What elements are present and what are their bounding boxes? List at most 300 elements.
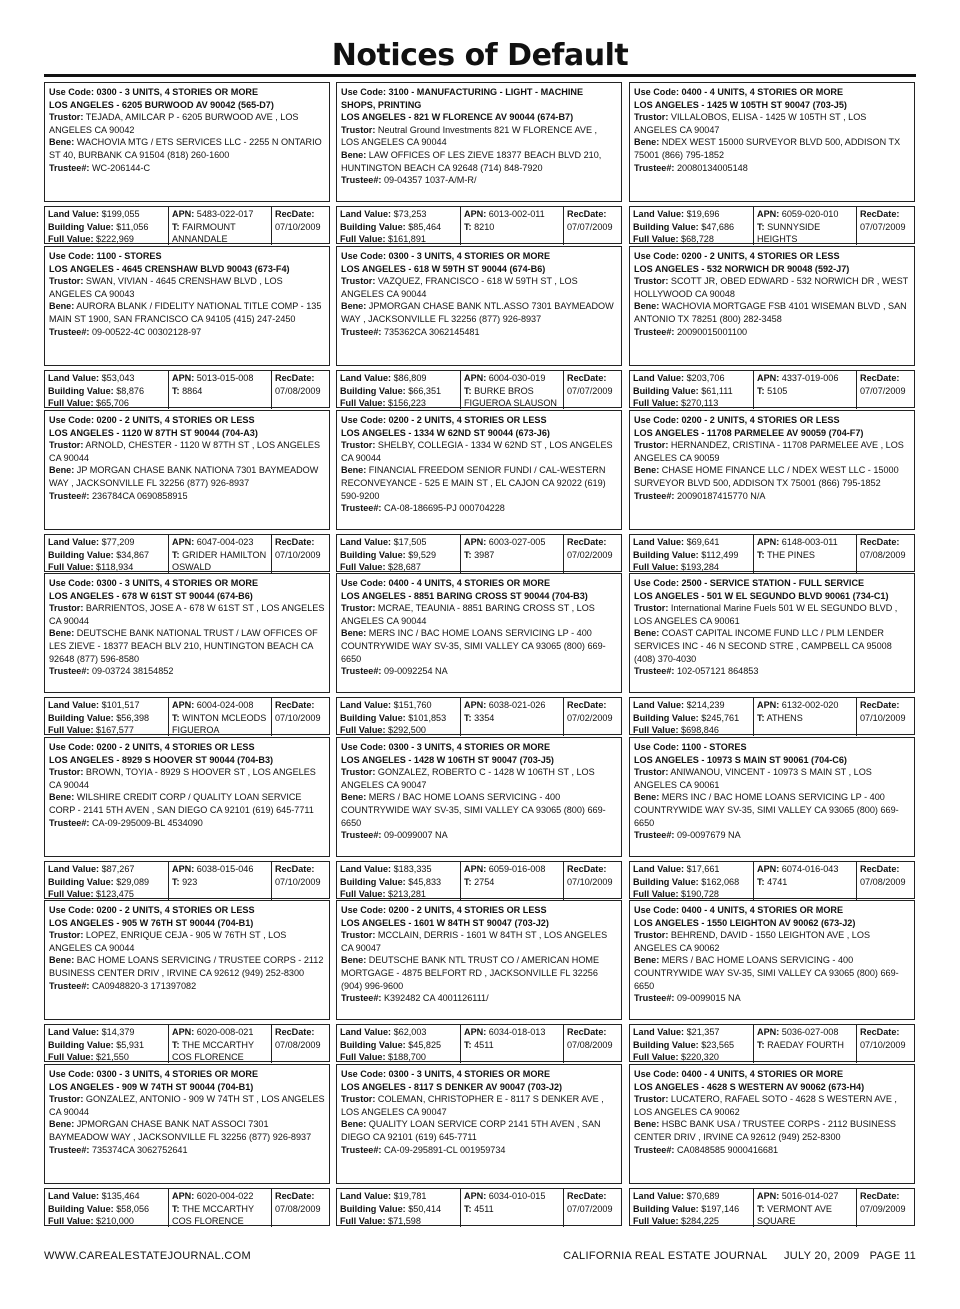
land-value bbox=[633, 1026, 751, 1039]
full-value-value: $71,598 bbox=[388, 1216, 421, 1227]
land-value-label: Land Value: bbox=[48, 700, 100, 710]
beneficiary-label: Bene: bbox=[49, 465, 75, 476]
recdate-value: 07/08/2009 bbox=[567, 1039, 613, 1050]
building-value bbox=[340, 549, 458, 562]
trustor bbox=[341, 124, 617, 149]
trustor bbox=[49, 929, 325, 954]
apn-value: 6059-020-010 bbox=[781, 209, 839, 219]
apn-value: 6004-024-008 bbox=[196, 700, 254, 710]
tract-label: T: bbox=[464, 549, 472, 560]
apn-cell bbox=[168, 207, 271, 245]
land-value-value: $86,809 bbox=[393, 373, 427, 383]
apn-label: APN: bbox=[757, 209, 780, 219]
use-code: Use Code: 0300 - 3 UNITS, 4 STORIES OR MORE bbox=[341, 742, 551, 752]
notice-details bbox=[336, 410, 622, 530]
property-location: LOS ANGELES - 532 NORWICH DR 90048 (592-J7) bbox=[634, 263, 850, 274]
trustor-label: Trustor: bbox=[634, 276, 669, 287]
property-values bbox=[336, 534, 622, 572]
land-value-value: $87,267 bbox=[101, 864, 135, 874]
building-value-label: Building Value: bbox=[48, 712, 114, 723]
building-value-value: $29,089 bbox=[116, 876, 150, 887]
notice-card bbox=[44, 900, 332, 1062]
property-location: LOS ANGELES - 821 W FLORENCE AV 90044 (674-B7) bbox=[341, 112, 574, 123]
recdate-label: RecDate: bbox=[275, 209, 315, 219]
beneficiary-label: Bene: bbox=[49, 628, 75, 639]
values-cell bbox=[633, 371, 751, 409]
land-value-value: $199,055 bbox=[101, 209, 140, 219]
building-value-label: Building Value: bbox=[633, 1203, 699, 1214]
building-value-value: $245,761 bbox=[701, 712, 740, 723]
trustee-number bbox=[49, 1144, 325, 1157]
use-code: Use Code: 0400 - 4 UNITS, 4 STORIES OR MORE bbox=[341, 578, 551, 588]
recdate-value: 07/07/2009 bbox=[860, 221, 906, 232]
values-cell bbox=[633, 862, 751, 900]
beneficiary-value: HSBC BANK USA / TRUSTEE CORPS - 2112 BUSINESS CENTER DRIV , IRVINE CA 92612 (949) 252-8300 bbox=[634, 1119, 896, 1142]
property-location: LOS ANGELES - 1334 W 62ND ST 90044 (673-J6) bbox=[341, 427, 550, 438]
tract-value: 8864 bbox=[182, 385, 203, 396]
tract-label: T: bbox=[757, 1203, 765, 1214]
beneficiary-value: WILSHIRE CREDIT CORP / QUALITY LOAN SERVICE CORP - 2141 5TH AVEN , SAN DIEGO CA 92101 (619) 645-7711 bbox=[49, 792, 314, 815]
trustee-number-label: Trustee#: bbox=[634, 1144, 675, 1155]
building-value-label: Building Value: bbox=[340, 549, 406, 560]
full-value-label: Full Value: bbox=[48, 398, 94, 409]
apn bbox=[757, 863, 856, 876]
trustee-number-value: 09-0099007 NA bbox=[383, 830, 448, 841]
full-value-label: Full Value: bbox=[633, 1216, 679, 1227]
building-value-value: $8,876 bbox=[116, 385, 145, 396]
building-value bbox=[633, 712, 751, 725]
trustee-number-label: Trustee#: bbox=[634, 666, 675, 677]
tract-label: T: bbox=[172, 385, 180, 396]
use-code: Use Code: 0200 - 2 UNITS, 4 STORIES OR LESS bbox=[49, 742, 255, 752]
trustor-value: ARNOLD, CHESTER - 1120 W 87TH ST , LOS ANGELES CA 90044 bbox=[49, 440, 321, 463]
beneficiary bbox=[49, 627, 325, 665]
trustee-number-label: Trustee#: bbox=[634, 490, 675, 501]
apn bbox=[172, 372, 271, 385]
trustee-number-value: CA0848585 9000416681 bbox=[676, 1144, 779, 1155]
land-value-value: $203,706 bbox=[686, 373, 725, 383]
property-location: LOS ANGELES - 1428 W 106TH ST 90047 (703-J5) bbox=[341, 754, 554, 765]
building-value bbox=[633, 549, 751, 562]
tract-label: T: bbox=[464, 1203, 472, 1214]
apn-value: 4337-019-006 bbox=[781, 373, 839, 383]
beneficiary bbox=[49, 1118, 325, 1143]
trustee-number bbox=[341, 992, 617, 1005]
land-value-label: Land Value: bbox=[633, 1027, 685, 1037]
building-value-value: $45,825 bbox=[408, 1039, 442, 1050]
trustee-number-label: Trustee#: bbox=[341, 830, 382, 841]
notice-card bbox=[336, 410, 624, 572]
trustor bbox=[634, 602, 910, 627]
use-code: Use Code: 0200 - 2 UNITS, 4 STORIES OR LESS bbox=[49, 905, 255, 915]
recdate-cell bbox=[271, 371, 331, 409]
property-values bbox=[336, 861, 622, 899]
tract bbox=[757, 1203, 856, 1228]
building-value-value: $85,464 bbox=[408, 221, 442, 232]
apn-cell bbox=[753, 862, 856, 900]
full-value-value: $123,475 bbox=[96, 889, 134, 900]
recdate-value: 07/07/2009 bbox=[567, 385, 613, 396]
values-cell bbox=[340, 371, 458, 409]
apn-cell bbox=[753, 371, 856, 409]
full-value bbox=[340, 724, 458, 737]
building-value-label: Building Value: bbox=[633, 876, 699, 887]
use-code: Use Code: 0200 - 2 UNITS, 4 STORIES OR LESS bbox=[341, 905, 547, 915]
trustee-number-label: Trustee#: bbox=[49, 326, 90, 337]
tract-value: 4511 bbox=[474, 1203, 494, 1214]
apn-cell bbox=[168, 698, 271, 736]
trustor-value: LUCATERO, RAFAEL SOTO - 4628 S WESTERN AVE , LOS ANGELES CA 90062 bbox=[634, 1094, 897, 1117]
recdate-value: 07/07/2009 bbox=[567, 221, 613, 232]
tract-label: T: bbox=[172, 221, 180, 232]
trustor-label: Trustor: bbox=[49, 603, 84, 614]
recdate-cell bbox=[563, 1025, 623, 1063]
tract bbox=[172, 1039, 271, 1064]
trustee-number bbox=[341, 174, 617, 187]
tract bbox=[757, 712, 856, 725]
building-value-value: $61,111 bbox=[701, 385, 733, 396]
trustor bbox=[49, 275, 325, 300]
full-value-label: Full Value: bbox=[340, 562, 386, 573]
beneficiary-label: Bene: bbox=[341, 1119, 367, 1130]
recdate-value: 07/09/2009 bbox=[860, 1203, 906, 1214]
trustee-number-label: Trustee#: bbox=[634, 326, 675, 337]
apn-cell bbox=[168, 1189, 271, 1227]
values-cell bbox=[633, 535, 751, 573]
trustor-value: SCOTT JR, OBED EDWARD - 532 NORWICH DR , WEST HOLLYWOOD CA 90048 bbox=[634, 276, 909, 299]
full-value-value: $270,113 bbox=[681, 398, 719, 409]
full-value-value: $222,969 bbox=[96, 234, 134, 245]
full-value-label: Full Value: bbox=[340, 725, 386, 736]
trustee-number-value: 09-0099015 NA bbox=[676, 993, 741, 1004]
building-value-label: Building Value: bbox=[633, 712, 699, 723]
trustee-number-label: Trustee#: bbox=[341, 1144, 382, 1155]
tract bbox=[464, 1039, 563, 1052]
apn bbox=[464, 208, 563, 221]
recdate-value: 07/02/2009 bbox=[567, 712, 613, 723]
beneficiary-value: COAST CAPITAL INCOME FUND LLC / PLM LENDER SERVICES INC - 46 N SECOND STRE , CAMPBELL CA 95008 (408) 370-4030 bbox=[634, 628, 892, 664]
notice-card bbox=[336, 1064, 624, 1226]
recdate-label: RecDate: bbox=[860, 1027, 900, 1037]
trustor-label: Trustor: bbox=[49, 930, 84, 941]
beneficiary-value: CHASE HOME FINANCE LLC / NDEX WEST LLC - 15000 SURVEYOR BLVD 500, ADDISON TX 75001 (866) 795-1852 bbox=[634, 465, 899, 488]
beneficiary-label: Bene: bbox=[341, 628, 367, 639]
recdate-label: RecDate: bbox=[860, 373, 900, 383]
trustee-number-label: Trustee#: bbox=[341, 175, 382, 186]
full-value-value: $68,728 bbox=[681, 234, 714, 245]
building-value-value: $47,686 bbox=[701, 221, 735, 232]
apn-value: 6074-016-043 bbox=[781, 864, 839, 874]
tract bbox=[757, 221, 856, 246]
recdate-cell bbox=[856, 371, 916, 409]
apn-label: APN: bbox=[464, 1027, 487, 1037]
full-value bbox=[633, 724, 751, 737]
trustee-number bbox=[634, 326, 910, 339]
building-value-value: $56,398 bbox=[116, 712, 150, 723]
apn-label: APN: bbox=[172, 700, 195, 710]
trustee-number-value: CA-08-186695-PJ 000704228 bbox=[383, 503, 505, 514]
apn-label: APN: bbox=[172, 1191, 195, 1201]
apn-value: 6013-002-011 bbox=[488, 209, 545, 219]
values-cell bbox=[340, 862, 458, 900]
beneficiary-value: MERS / BAC HOME LOANS SERVICING - 400 COUNTRYWIDE WAY SV-35, SIMI VALLEY CA 93065 (800) 669-6650 bbox=[341, 792, 606, 828]
tract-value: 2754 bbox=[474, 876, 495, 887]
recdate-value: 07/08/2009 bbox=[275, 1039, 321, 1050]
trustor-label: Trustor: bbox=[634, 767, 669, 778]
apn bbox=[757, 536, 856, 549]
apn-label: APN: bbox=[464, 864, 487, 874]
land-value-value: $183,335 bbox=[393, 864, 432, 874]
notice-details bbox=[44, 246, 330, 366]
trustee-number bbox=[634, 1144, 910, 1157]
recdate-label: RecDate: bbox=[860, 209, 900, 219]
notice-card bbox=[336, 737, 624, 899]
tract-label: T: bbox=[757, 549, 765, 560]
trustee-number-label: Trustee#: bbox=[634, 993, 675, 1004]
building-value bbox=[340, 876, 458, 889]
apn-value: 6020-004-022 bbox=[196, 1191, 254, 1201]
recdate-cell bbox=[271, 698, 331, 736]
apn bbox=[172, 536, 271, 549]
building-value-value: $66,351 bbox=[408, 385, 442, 396]
building-value bbox=[48, 876, 166, 889]
recdate-cell bbox=[563, 535, 623, 573]
land-value bbox=[340, 536, 458, 549]
tract bbox=[464, 221, 563, 234]
building-value-label: Building Value: bbox=[633, 385, 699, 396]
trustee-number-value: 09-0092254 NA bbox=[383, 666, 448, 677]
full-value bbox=[340, 888, 458, 901]
trustor-value: TEJADA, AMILCAR P - 6205 BURWOOD AVE , LOS ANGELES CA 90042 bbox=[49, 112, 299, 135]
building-value-label: Building Value: bbox=[48, 221, 114, 232]
apn bbox=[464, 372, 563, 385]
beneficiary-value: MERS / BAC HOME LOANS SERVICING - 400 COUNTRYWIDE WAY SV-35, SIMI VALLEY CA 93065 (800) 669-6650 bbox=[634, 955, 899, 991]
notice-details bbox=[336, 1064, 622, 1184]
values-cell bbox=[633, 207, 751, 245]
trustor-label: Trustor: bbox=[634, 112, 669, 123]
land-value-label: Land Value: bbox=[633, 700, 685, 710]
notice-card bbox=[629, 410, 917, 572]
apn bbox=[757, 208, 856, 221]
building-value-label: Building Value: bbox=[48, 1039, 114, 1050]
full-value-value: $167,577 bbox=[96, 725, 134, 736]
recdate-label: RecDate: bbox=[567, 209, 607, 219]
land-value bbox=[48, 863, 166, 876]
trustee-number bbox=[634, 665, 910, 678]
apn bbox=[464, 699, 563, 712]
trustee-number-value: 20090187415770 N/A bbox=[676, 490, 766, 501]
building-value-value: $5,931 bbox=[116, 1039, 145, 1050]
property-values bbox=[336, 697, 622, 735]
property-values bbox=[336, 206, 622, 244]
property-location: LOS ANGELES - 905 W 76TH ST 90044 (704-B1) bbox=[49, 917, 254, 928]
trustee-number-label: Trustee#: bbox=[634, 830, 675, 841]
recdate-label: RecDate: bbox=[567, 700, 607, 710]
land-value-label: Land Value: bbox=[340, 373, 392, 383]
trustor-label: Trustor: bbox=[341, 930, 376, 941]
trustee-number-label: Trustee#: bbox=[634, 162, 675, 173]
trustee-number-value: WC-206144-C bbox=[91, 162, 151, 173]
trustee-number-value: 09-00522-4C 00302128-97 bbox=[91, 326, 202, 337]
property-values bbox=[44, 1024, 330, 1062]
full-value bbox=[633, 233, 751, 246]
tract-value: FAIRMOUNT ANNANDALE bbox=[172, 221, 236, 245]
trustee-number bbox=[634, 992, 910, 1005]
full-value bbox=[48, 561, 166, 574]
apn-label: APN: bbox=[464, 1191, 487, 1201]
building-value-value: $34,867 bbox=[116, 549, 150, 560]
tract-label: T: bbox=[757, 1039, 765, 1050]
building-value-label: Building Value: bbox=[340, 876, 406, 887]
beneficiary-label: Bene: bbox=[49, 1119, 75, 1130]
apn-label: APN: bbox=[172, 373, 195, 383]
beneficiary bbox=[341, 149, 617, 174]
land-value-value: $214,239 bbox=[686, 700, 725, 710]
property-location: LOS ANGELES - 501 W EL SEGUNDO BLVD 90061 (734-C1) bbox=[634, 590, 889, 601]
recdate-label: RecDate: bbox=[567, 864, 607, 874]
building-value-value: $58,056 bbox=[116, 1203, 150, 1214]
apn-value: 6034-010-015 bbox=[488, 1191, 546, 1201]
trustor bbox=[634, 275, 910, 300]
land-value-label: Land Value: bbox=[48, 209, 100, 219]
recdate-label: RecDate: bbox=[275, 700, 315, 710]
tract-label: T: bbox=[464, 221, 472, 232]
trustor bbox=[634, 111, 910, 136]
tract-label: T: bbox=[757, 385, 765, 396]
tract bbox=[464, 1203, 563, 1216]
recdate-label: RecDate: bbox=[567, 537, 607, 547]
property-location: LOS ANGELES - 6205 BURWOOD AV 90042 (565-D7) bbox=[49, 99, 274, 110]
building-value-value: $9,529 bbox=[408, 549, 437, 560]
building-value bbox=[48, 221, 166, 234]
use-code: Use Code: 0200 - 2 UNITS, 4 STORIES OR LESS bbox=[49, 415, 255, 425]
full-value-label: Full Value: bbox=[340, 234, 386, 245]
property-values bbox=[44, 370, 330, 408]
full-value bbox=[340, 1215, 458, 1228]
trustor bbox=[634, 1093, 910, 1118]
tract-value: VERMONT AVE SQUARE bbox=[757, 1203, 832, 1227]
property-location: LOS ANGELES - 1425 W 105TH ST 90047 (703-J5) bbox=[634, 99, 847, 110]
tract-value: BURKE BROS FIGUEROA SLAUSON bbox=[464, 385, 557, 409]
beneficiary-value: QUALITY LOAN SERVICE CORP 2141 5TH AVEN , SAN DIEGO CA 92101 (619) 645-7711 bbox=[341, 1119, 601, 1142]
apn-value: 6038-021-026 bbox=[488, 700, 546, 710]
land-value-value: $135,464 bbox=[101, 1191, 140, 1201]
building-value bbox=[48, 1039, 166, 1052]
beneficiary-label: Bene: bbox=[341, 955, 367, 966]
trustor-label: Trustor: bbox=[49, 1094, 84, 1105]
full-value bbox=[633, 397, 751, 410]
trustor bbox=[634, 929, 910, 954]
apn-value: 6004-030-019 bbox=[488, 373, 546, 383]
recdate-label: RecDate: bbox=[567, 1191, 607, 1201]
tract bbox=[172, 712, 271, 737]
trustor-value: VILLALOBOS, ELISA - 1425 W 105TH ST , LOS ANGELES CA 90047 bbox=[634, 112, 867, 135]
land-value-value: $62,003 bbox=[393, 1027, 427, 1037]
beneficiary-label: Bene: bbox=[634, 792, 660, 803]
trustee-number-value: 236784CA 0690858915 bbox=[91, 490, 188, 501]
tract bbox=[172, 385, 271, 398]
apn-cell bbox=[753, 535, 856, 573]
full-value-value: $193,284 bbox=[681, 562, 719, 573]
trustee-number-label: Trustee#: bbox=[341, 666, 382, 677]
beneficiary-value: LAW OFFICES OF LES ZIEVE 18377 BEACH BLVD 210, HUNTINGTON BEACH CA 92648 (714) 848-7920 bbox=[341, 149, 602, 173]
building-value bbox=[633, 876, 751, 889]
recdate-label: RecDate: bbox=[860, 700, 900, 710]
beneficiary-value: MERS INC / BAC HOME LOANS SERVICING LP - 400 COUNTRYWIDE WAY SV-35, SIMI VALLEY CA 93065 (800) 669-6650 bbox=[634, 792, 899, 828]
land-value-label: Land Value: bbox=[340, 700, 392, 710]
trustor-label: Trustor: bbox=[634, 603, 669, 614]
land-value bbox=[633, 699, 751, 712]
trustor-label: Trustor: bbox=[634, 930, 669, 941]
land-value-label: Land Value: bbox=[633, 864, 685, 874]
building-value-label: Building Value: bbox=[340, 712, 406, 723]
tract bbox=[464, 549, 563, 562]
use-code: Use Code: 1100 - STORES bbox=[49, 251, 162, 261]
beneficiary bbox=[634, 791, 910, 829]
apn-cell bbox=[168, 862, 271, 900]
property-location: LOS ANGELES - 8117 S DENKER AV 90047 (703-J2) bbox=[341, 1081, 563, 1092]
building-value-label: Building Value: bbox=[633, 221, 699, 232]
trustee-number-value: CA-09-295891-CL 001959734 bbox=[383, 1144, 506, 1155]
beneficiary-label: Bene: bbox=[49, 137, 75, 148]
full-value-value: $161,891 bbox=[388, 234, 426, 245]
values-cell bbox=[340, 698, 458, 736]
full-value-value: $190,728 bbox=[681, 889, 719, 900]
trustee-number bbox=[49, 817, 325, 830]
notice-card bbox=[44, 82, 332, 244]
notice-card bbox=[44, 1064, 332, 1226]
building-value bbox=[340, 712, 458, 725]
tract-value: THE MCCARTHY COS FLORENCE bbox=[172, 1203, 254, 1227]
use-code: Use Code: 0300 - 3 UNITS, 4 STORIES OR MORE bbox=[49, 578, 259, 588]
full-value-label: Full Value: bbox=[633, 889, 679, 900]
land-value-label: Land Value: bbox=[48, 864, 100, 874]
full-value bbox=[48, 397, 166, 410]
tract-label: T: bbox=[172, 549, 180, 560]
trustor bbox=[49, 111, 325, 136]
trustee-number bbox=[49, 980, 325, 993]
land-value bbox=[340, 1190, 458, 1203]
apn-value: 5016-014-027 bbox=[781, 1191, 839, 1201]
trustee-number bbox=[634, 162, 910, 175]
trustor-value: LOPEZ, ENRIQUE CEJA - 905 W 76TH ST , LOS ANGELES CA 90044 bbox=[49, 930, 287, 953]
full-value-value: $65,706 bbox=[96, 398, 129, 409]
property-location: LOS ANGELES - 10973 S MAIN ST 90061 (704-C6) bbox=[634, 754, 847, 765]
notice-card bbox=[44, 246, 332, 408]
use-code: Use Code: 0200 - 2 UNITS, 4 STORIES OR LESS bbox=[341, 415, 547, 425]
notice-details bbox=[336, 82, 622, 202]
building-value-value: $23,565 bbox=[701, 1039, 735, 1050]
land-value-label: Land Value: bbox=[340, 1191, 392, 1201]
notice-details bbox=[336, 900, 622, 1020]
property-values bbox=[629, 1188, 915, 1226]
trustor-label: Trustor: bbox=[341, 1094, 376, 1105]
building-value-label: Building Value: bbox=[633, 1039, 699, 1050]
beneficiary bbox=[634, 136, 910, 161]
full-value-label: Full Value: bbox=[48, 725, 94, 736]
trustor bbox=[341, 439, 617, 464]
trustor bbox=[49, 1093, 325, 1118]
apn-label: APN: bbox=[464, 700, 487, 710]
trustee-number bbox=[341, 502, 617, 515]
property-location: LOS ANGELES - 1601 W 84TH ST 90047 (703-J2) bbox=[341, 917, 549, 928]
building-value-value: $197,146 bbox=[701, 1203, 740, 1214]
use-code: Use Code: 0300 - 3 UNITS, 4 STORIES OR MORE bbox=[49, 1069, 259, 1079]
recdate-label: RecDate: bbox=[275, 864, 315, 874]
full-value-label: Full Value: bbox=[340, 398, 386, 409]
apn-cell bbox=[460, 862, 563, 900]
beneficiary bbox=[49, 464, 325, 489]
